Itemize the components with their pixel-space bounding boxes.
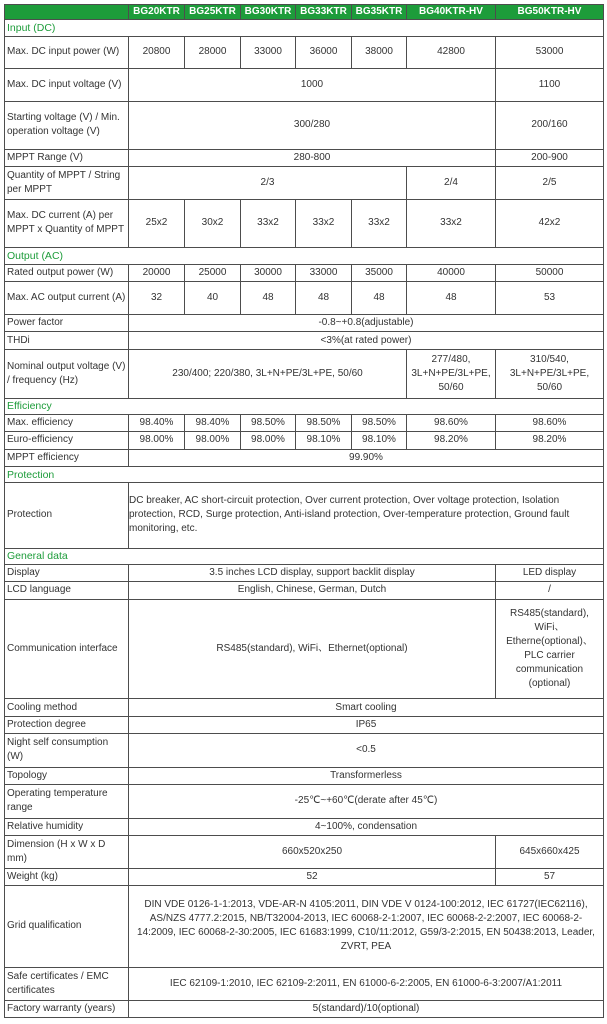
row-label: Safe certificates / EMC certificates — [5, 967, 129, 1001]
cell-value: 42x2 — [496, 199, 604, 247]
table-row — [5, 149, 604, 166]
cell-value: 42800 — [407, 36, 496, 69]
model-header: BG40KTR-HV — [407, 5, 496, 20]
section-row — [5, 398, 604, 414]
cell-value: 20000 — [129, 265, 185, 282]
row-label: Max. AC output current (A) — [5, 282, 129, 315]
section-row — [5, 466, 604, 482]
table-row — [5, 868, 604, 885]
cell-value: 52 — [129, 868, 496, 885]
cell-value: 200-900 — [496, 149, 604, 166]
spec-table — [4, 4, 604, 1018]
cell-value: 33x2 — [407, 199, 496, 247]
section-output-title: Output (AC) — [5, 247, 604, 264]
cell-value: 98.00% — [241, 432, 296, 449]
table-row — [5, 69, 604, 102]
cell-value: 98.50% — [296, 414, 352, 431]
model-header: BG30KTR — [241, 5, 296, 20]
row-label: Display — [5, 564, 129, 581]
row-label: Max. efficiency — [5, 414, 129, 431]
cell-value: 280-800 — [129, 149, 496, 166]
table-row — [5, 282, 604, 315]
section-protection-title: Protection — [5, 466, 604, 482]
cell-value: Smart cooling — [129, 699, 604, 716]
table-row — [5, 699, 604, 716]
model-header: BG20KTR — [129, 5, 185, 20]
header-row — [5, 5, 604, 20]
table-row — [5, 414, 604, 431]
cell-value: 230/400; 220/380, 3L+N+PE/3L+PE, 50/60 — [129, 349, 407, 398]
cell-value: 660x520x250 — [129, 836, 496, 869]
cell-value: 98.00% — [129, 432, 185, 449]
row-label: Protection degree — [5, 716, 129, 733]
cell-value: Transformerless — [129, 767, 604, 784]
table-row — [5, 836, 604, 869]
cell-value: 53000 — [496, 36, 604, 69]
row-label: Operating temperature range — [5, 785, 129, 819]
cell-value: 5(standard)/10(optional) — [129, 1001, 604, 1018]
row-label: Euro-efficiency — [5, 432, 129, 449]
cell-value: 98.10% — [296, 432, 352, 449]
table-row — [5, 265, 604, 282]
row-label: Starting voltage (V) / Min. operation voltage (V) — [5, 101, 129, 149]
cell-value: 35000 — [352, 265, 407, 282]
cell-value: English, Chinese, German, Dutch — [129, 582, 496, 599]
model-header: BG50KTR-HV — [496, 5, 604, 20]
table-row — [5, 315, 604, 332]
cell-value: 33000 — [241, 36, 296, 69]
row-label: Quantity of MPPT / String per MPPT — [5, 167, 129, 200]
cell-value: 30000 — [241, 265, 296, 282]
row-label: Relative humidity — [5, 818, 129, 835]
table-row — [5, 167, 604, 200]
cell-value: / — [496, 582, 604, 599]
cell-value: 50000 — [496, 265, 604, 282]
table-row — [5, 1001, 604, 1018]
cell-value: 1000 — [129, 69, 496, 102]
cell-value: 32 — [129, 282, 185, 315]
table-row — [5, 101, 604, 149]
cell-value: 98.40% — [129, 414, 185, 431]
row-label: Cooling method — [5, 699, 129, 716]
row-label: Topology — [5, 767, 129, 784]
cell-value: 38000 — [352, 36, 407, 69]
cell-value: 277/480, 3L+N+PE/3L+PE, 50/60 — [407, 349, 496, 398]
cell-value: 25000 — [185, 265, 241, 282]
section-row — [5, 20, 604, 36]
row-label: Rated output power (W) — [5, 265, 129, 282]
cell-value: 98.60% — [407, 414, 496, 431]
cell-value: <0.5 — [129, 734, 604, 768]
row-label: Factory warranty (years) — [5, 1001, 129, 1018]
cell-value: 48 — [241, 282, 296, 315]
row-label: MPPT Range (V) — [5, 149, 129, 166]
table-row — [5, 449, 604, 466]
table-row — [5, 349, 604, 398]
row-label: Max. DC input voltage (V) — [5, 69, 129, 102]
cell-value: 36000 — [296, 36, 352, 69]
section-row — [5, 548, 604, 564]
cell-value: 48 — [352, 282, 407, 315]
row-label: Max. DC current (A) per MPPT x Quantity of MPPT — [5, 199, 129, 247]
table-row — [5, 716, 604, 733]
cell-value: 1100 — [496, 69, 604, 102]
cell-value: 2/5 — [496, 167, 604, 200]
cell-value: 33x2 — [296, 199, 352, 247]
table-row — [5, 483, 604, 548]
cell-value: 33x2 — [352, 199, 407, 247]
table-row — [5, 582, 604, 599]
cell-value: 40000 — [407, 265, 496, 282]
row-label: Communication interface — [5, 599, 129, 699]
cell-value: 30x2 — [185, 199, 241, 247]
cell-value: 53 — [496, 282, 604, 315]
cell-value: 25x2 — [129, 199, 185, 247]
model-header: BG35KTR — [352, 5, 407, 20]
cell-value: 98.50% — [241, 414, 296, 431]
cell-value: 2/3 — [129, 167, 407, 200]
cell-value: 98.00% — [185, 432, 241, 449]
row-label: MPPT efficiency — [5, 449, 129, 466]
row-label: LCD language — [5, 582, 129, 599]
table-row — [5, 785, 604, 819]
cell-value: 48 — [407, 282, 496, 315]
cell-value: 98.20% — [496, 432, 604, 449]
table-row — [5, 818, 604, 835]
cell-value: 48 — [296, 282, 352, 315]
table-row — [5, 564, 604, 581]
row-label: Protection — [5, 483, 129, 548]
cell-value: 2/4 — [407, 167, 496, 200]
model-header: BG25KTR — [185, 5, 241, 20]
cell-value: 200/160 — [496, 101, 604, 149]
cell-value: 98.50% — [352, 414, 407, 431]
table-row — [5, 967, 604, 1001]
cell-value: 310/540, 3L+N+PE/3L+PE, 50/60 — [496, 349, 604, 398]
cell-value: 99.90% — [129, 449, 604, 466]
row-label: Power factor — [5, 315, 129, 332]
section-general-title: General data — [5, 548, 604, 564]
cell-value: 20800 — [129, 36, 185, 69]
row-label: Weight (kg) — [5, 868, 129, 885]
table-row — [5, 886, 604, 968]
cell-value: 57 — [496, 868, 604, 885]
cell-value: 98.40% — [185, 414, 241, 431]
cell-value: -0.8~+0.8(adjustable) — [129, 315, 604, 332]
cell-value: 33000 — [296, 265, 352, 282]
section-row — [5, 247, 604, 264]
cell-value: -25℃~+60℃(derate after 45℃) — [129, 785, 604, 819]
cell-value: <3%(at rated power) — [129, 332, 604, 349]
cell-value: 300/280 — [129, 101, 496, 149]
header-blank — [5, 5, 129, 20]
cell-value: 3.5 inches LCD display, support backlit display — [129, 564, 496, 581]
cell-value: DC breaker, AC short-circuit protection, Over current protection, Over voltage protection, Isolation protection, RCD, Surge protection, Anti-island protection, Over-temperature protection, Ground fault monitoring, etc. — [129, 483, 604, 548]
cell-value: DIN VDE 0126-1-1:2013, VDE-AR-N 4105:2011, DIN VDE V 0124-100:2012, IEC 61727(IEC62116), AS/NZS 4777.2:2015, NB/T32004-2013, IEC 60068-2-1:2007, IEC 60068-2-2:2007, IEC 60068-2-14:2009, IEC 60068-2-30:2005, IEC 61683:1999, C10/11:2012, G59/3-2:2015, EN 50438:2013, Leader, ZVRT, PEA — [129, 886, 604, 968]
cell-value: 98.10% — [352, 432, 407, 449]
section-efficiency-title: Efficiency — [5, 398, 604, 414]
table-row — [5, 36, 604, 69]
cell-value: 645x660x425 — [496, 836, 604, 869]
table-row — [5, 432, 604, 449]
table-row — [5, 734, 604, 768]
cell-value: RS485(standard), WiFi、Etherne(optional)、PLC carrier communication (optional) — [496, 599, 604, 699]
table-row — [5, 599, 604, 699]
model-header: BG33KTR — [296, 5, 352, 20]
cell-value: LED display — [496, 564, 604, 581]
cell-value: IEC 62109-1:2010, IEC 62109-2:2011, EN 61000-6-2:2005, EN 61000-6-3:2007/A1:2011 — [129, 967, 604, 1001]
cell-value: RS485(standard), WiFi、Ethernet(optional) — [129, 599, 496, 699]
row-label: Dimension (H x W x D mm) — [5, 836, 129, 869]
row-label: THDi — [5, 332, 129, 349]
cell-value: 28000 — [185, 36, 241, 69]
table-row — [5, 199, 604, 247]
row-label: Night self consumption (W) — [5, 734, 129, 768]
cell-value: 40 — [185, 282, 241, 315]
row-label: Max. DC input power (W) — [5, 36, 129, 69]
cell-value: 33x2 — [241, 199, 296, 247]
cell-value: 98.60% — [496, 414, 604, 431]
section-input-title: Input (DC) — [5, 20, 604, 36]
row-label: Nominal output voltage (V) / frequency (Hz) — [5, 349, 129, 398]
cell-value: 4~100%, condensation — [129, 818, 604, 835]
row-label: Grid qualification — [5, 886, 129, 968]
table-row — [5, 767, 604, 784]
table-row — [5, 332, 604, 349]
cell-value: 98.20% — [407, 432, 496, 449]
cell-value: IP65 — [129, 716, 604, 733]
